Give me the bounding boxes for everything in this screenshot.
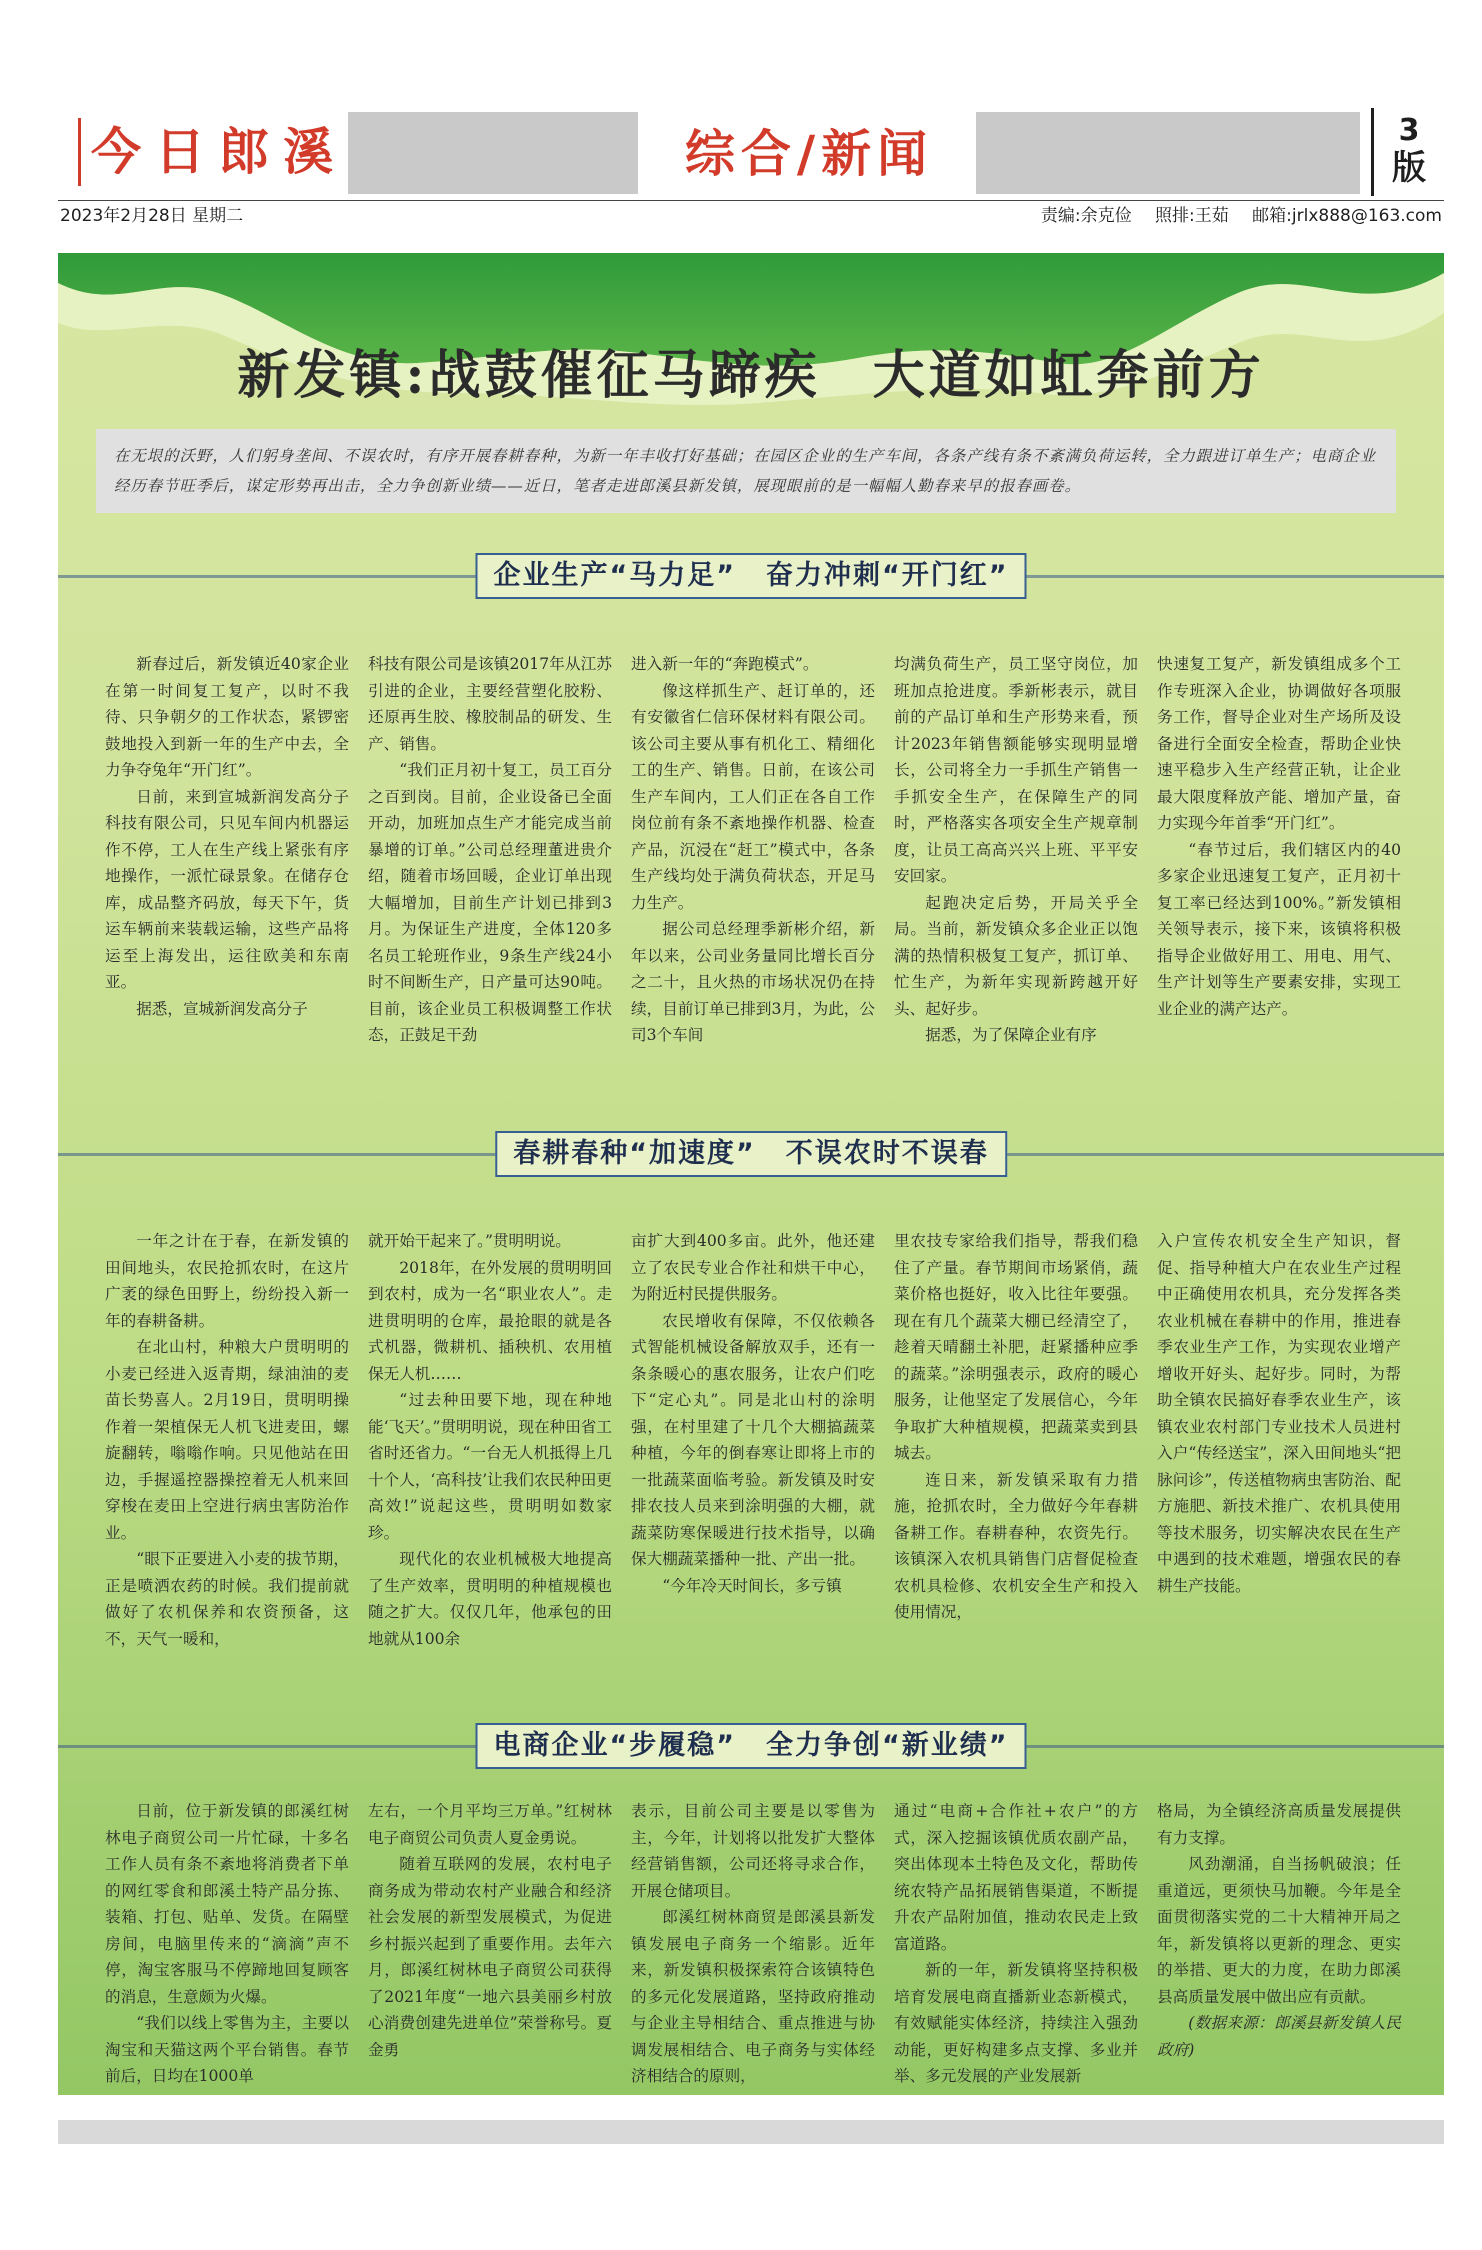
paragraph: 日前，来到宣城新润发高分子科技有限公司，只见车间内机器运作不停，工人在生产线上紧张有序地操作，一派忙碌景象。在储存仓库，成品整齐码放，每天下午，货运车辆前来装载运输，这些产品将运至上海发出，运往欧美和东南亚。 [105,787,349,991]
masthead-grey-block-right [976,112,1360,194]
footer-grey-bar [58,2120,1444,2144]
paragraph: 据公司总经理季新彬介绍，新年以来，公司业务量同比增长百分之二十，且火热的市场状况仍在持续，目前订单已排到3月，为此，公司3个车间 [631,920,875,1044]
text-column [631,651,875,1049]
section-heading-farming [58,1131,1444,1177]
text-column [105,651,349,1022]
data-source-note: (数据来源：郎溪县新发镇人民政府) [1157,2014,1401,2059]
paragraph: 随着互联网的发展，农村电子商务成为带动农村产业融合和经济社会发展的新型发展模式，为促进乡村振兴起到了重要作用。去年六月，郎溪红树林电子商贸公司获得了2021年度“一地六县美丽乡村放心消费创建先进单位”荣誉称号。夏金勇 [368,1855,612,2059]
paragraph: 就开始干起来了。”贯明明说。 [368,1232,571,1250]
paragraph: 新的一年，新发镇将坚持积极培育发展电商直播新业态新模式，有效赋能实体经济，持续注入强劲动能，更好构建多点支撑、多业并举、多元发展的产业发展新 [894,1961,1138,2085]
text-column [368,651,612,1049]
paragraph: 据悉，为了保障企业有序 [925,1026,1097,1044]
dateline [58,200,1444,229]
text-column [631,1228,875,1599]
paragraph: “眼下正要进入小麦的拔节期，正是喷洒农药的时候。我们提前就做好了农机保养和农资预备，这不，天气一暖和， [105,1550,349,1648]
article-lead: 在无垠的沃野，人们躬身垄间、不误农时，有序开展春耕春种，为新一年丰收打好基础；在园区企业的生产车间，各条产线有条不紊满负荷运转，全力跟进订单生产；电商企业经历春节旺季后，谋定形势再出击，全力争创新业绩——近日，笔者走进郎溪县新发镇，展现眼前的是一幅幅人勤春来早的报春画卷。 [96,429,1396,513]
paragraph: 2018年，在外发展的贯明明回到农村，成为一名“职业农人”。走进贯明明的仓库，最抢眼的就是各式机器，微耕机、插秧机、农用植保无人机…… [368,1258,612,1383]
paragraph: 风劲潮涌，自当扬帆破浪；任重道远，更须快马加鞭。今年是全面贯彻落实党的二十大精神开局之年，新发镇将以更新的理念、更实的举措、更大的力度，在助力郎溪县高质量发展中做出应有贡献。 [1157,1855,1401,2006]
text-column [894,1228,1138,1626]
paragraph: “我们正月初十复工，员工百分之百到岗。目前，企业设备已全面开动，加班加点生产才能完成当前暴增的订单。”公司总经理董进贵介绍，随着市场回暖，企业订单出现大幅增加，目前生产计划已排到3月。为保证生产进度，全体120多名员工轮班作业，9条生产线24小时不间断生产，日产量可达90吨。目前，该企业员工积极调整工作状态，正鼓足干劲 [368,761,612,1044]
text-column [894,1798,1138,2090]
page-suffix: 版 [1392,148,1426,188]
paragraph: 在北山村，种粮大户贯明明的小麦已经进入返青期，绿油油的麦苗长势喜人。2月19日，贯明明操作着一架植保无人机飞进麦田，螺旋翻转，嗡嗡作响。只见他站在田边，手握遥控器操控着无人机来回穿梭在麦田上空进行病虫害防治作业。 [105,1338,349,1542]
text-column [105,1798,349,2090]
section-heading-production [58,553,1444,599]
section-heading-label [476,1723,1027,1769]
paragraph: 新春过后，新发镇近40家企业在第一时间复工复产，以时不我待、只争朝夕的工作状态，紧锣密鼓地投入到新一年的生产中去，全力争夺兔年“开门红”。 [105,655,349,779]
paragraph: 连日来，新发镇采取有力措施，抢抓农时，全力做好今年春耕备耕工作。春耕春种，农资先行。该镇深入农机具销售门店督促检查农机具检修、农机安全生产和投入使用情况， [894,1470,1138,1621]
text-column [105,1228,349,1652]
paragraph: 均满负荷生产，员工坚守岗位，加班加点抢进度。季新彬表示，就目前的产品订单和生产形势来看，预计2023年销售额能够实现明显增长，公司将全力一手抓生产销售一手抓安全生产，在保障生产的同时，严格落实各项安全生产规章制度，让员工高高兴兴上班、平平安安回家。 [894,655,1138,885]
paragraph: “我们以线上零售为主，主要以淘宝和天猫这两个平台销售。春节前后，日均在1000单 [105,2014,349,2085]
text-column [1157,1228,1401,1599]
page-number-box [1371,108,1444,196]
section-body-production [105,651,1401,1044]
layout-credit: 照排:王茹 [1155,206,1229,226]
article-headline [58,341,1444,411]
paragraph: 里农技专家给我们指导，帮我们稳住了产量。春节期间市场紧俏，蔬菜价格也挺好，收入比往年要强。现在有几个蔬菜大棚已经清空了，趁着天晴翻土补肥，赶紧播种应季的蔬菜。”涂明强表示，政府的暖心服务，让他坚定了发展信心，今年争取扩大种植规模，把蔬菜卖到县城去。 [894,1232,1138,1462]
paragraph: 表示，目前公司主要是以零售为主，今年，计划将以批发扩大整体经营销售额，公司还将寻求合作，开展仓储项目。 [631,1802,875,1900]
paragraph: 现代化的农业机械极大地提高了生产效率，贯明明的种植规模也随之扩大。仅仅几年，他承包的田地就从100余 [368,1550,612,1648]
masthead-grey-block-left [348,112,638,194]
paragraph: 通过“电商+合作社+农户”的方式，深入挖掘该镇优质农副产品，突出体现本土特色及文化，帮助传统农特产品拓展销售渠道，不断提升农产品附加值，推动农民走上致富道路。 [894,1802,1138,1953]
heading-part-b: 不误农时不误春 [785,1138,989,1169]
text-column [1157,651,1401,1022]
headline-part-1: 新发镇:战鼓催征马蹄疾 [237,345,821,406]
paragraph: 进入新一年的“奔跑模式”。 [631,655,819,673]
paragraph: 郎溪红树林商贸是郎溪县新发镇发展电子商务一个缩影。近年来，新发镇积极探索符合该镇特色的多元化发展道路，坚持政府推动与企业主导相结合、重点推进与协调发展相结合、电子商务与实体经济相结合的原则， [631,1908,875,2085]
paragraph: 快速复工复产，新发镇组成多个工作专班深入企业，协调做好各项服务工作，督导企业对生产场所及设备进行全面安全检查，帮助企业快速平稳步入生产经营正轨，让企业最大限度释放产能、增加产量，奋力实现今年首季“开门红”。 [1157,655,1401,832]
text-column [894,651,1138,1049]
section-title: 综合/新闻 [684,124,934,183]
page-number: 3 [1398,113,1420,148]
paragraph: 入户宣传农机安全生产知识，督促、指导种植大户在农业生产过程中正确使用农机具，充分发挥各类农业机械在春耕中的作用，推进春季农业生产工作，为实现农业增产增收开好头、起好步。同时，为帮助全镇农民搞好春季农业生产，该镇农业农村部门专业技术人员进村入户“传经送宝”，深入田间地头“把脉问诊”，传送植物病虫害防治、配方施肥、新技术推广、农机具使用等技术服务，切实解决农民在生产中遇到的技术难题，增强农民的春耕生产技能。 [1157,1232,1401,1595]
section-heading-label [476,553,1027,599]
paragraph: “过去种田要下地，现在种地能‘飞天’。”贯明明说，现在种田省工省时还省力。“一台无人机抵得上几十个人，‘高科技’让我们农民种田更高效!”说起这些，贯明明如数家珍。 [368,1391,612,1542]
issue-date: 2023年2月28日 星期二 [60,206,244,226]
text-column [368,1798,612,2063]
masthead [58,108,1444,194]
text-column [1157,1798,1401,2063]
paragraph: 据悉，宣城新润发高分子 [136,999,308,1018]
heading-part-a: 电商企业“步履稳” [493,1730,736,1761]
paragraph: 科技有限公司是该镇2017年从江苏引进的企业，主要经营塑化胶粉、还原再生胶、橡胶制品的研发、生产、销售。 [368,655,612,753]
section-heading-ecommerce [58,1723,1444,1769]
article-panel [58,253,1444,2095]
heading-part-b: 全力争创“新业绩” [766,1730,1009,1761]
paragraph: 亩扩大到400多亩。此外，他还建立了农民专业合作社和烘干中心，为附近村民提供服务。 [631,1232,875,1303]
paper-name: 今日郎溪 [78,118,347,186]
paragraph: 一年之计在于春，在新发镇的田间地头，农民抢抓农时，在这片广袤的绿色田野上，纷纷投入新一年的春耕备耕。 [105,1232,349,1330]
heading-part-a: 企业生产“马力足” [493,560,736,591]
paragraph: 起跑决定后势，开局关乎全局。当前，新发镇众多企业正以饱满的热情积极复工复产，抓订单、忙生产，为新年实现新跨越开好头、起好步。 [894,893,1138,1018]
credits [1023,203,1442,229]
heading-part-b: 奋力冲刺“开门红” [766,560,1009,591]
text-column [368,1228,612,1652]
heading-part-a: 春耕春种“加速度” [513,1138,756,1169]
paragraph: 左右，一个月平均三万单。”红树林电子商贸公司负责人夏金勇说。 [368,1802,612,1847]
paragraph: “春节过后，我们辖区内的40多家企业迅速复工复产，正月初十复工率已经达到100%。”新发镇相关领导表示，接下来，该镇将积极指导企业做好用工、用电、用气、生产计划等生产要素安排，实现工业企业的满产达产。 [1157,840,1401,1018]
paragraph: 农民增收有保障，不仅依赖各式智能机械设备解放双手，还有一条条暖心的惠农服务，让农户们吃下“定心丸”。同是北山村的涂明强，在村里建了十几个大棚搞蔬菜种植，今年的倒春寒让即将上市的一批蔬菜面临考验。新发镇及时安排农技人员来到涂明强的大棚，就蔬菜防寒保暖进行技术指导，以确保大棚蔬菜播种一批、产出一批。 [631,1311,875,1568]
paragraph: 格局，为全镇经济高质量发展提供有力支撑。 [1157,1802,1401,1847]
paragraph: 日前，位于新发镇的郎溪红树林电子商贸公司一片忙碌，十多名工作人员有条不紊地将消费者下单的网红零食和郎溪土特产品分拣、装箱、打包、贴单、发货。在隔壁房间，电脑里传来的“滴滴”声不停，淘宝客服马不停蹄地回复顾客的消息，生意颇为火爆。 [105,1802,349,2006]
text-column [631,1798,875,2090]
paragraph: 像这样抓生产、赶订单的，还有安徽省仁信环保材料有限公司。该公司主要从事有机化工、精细化工的生产、销售。日前，在该公司生产车间内，工人们正在各自工作岗位前有条不紊地操作机器、检查产品，沉浸在“赶工”模式中，各条生产线均处于满负荷状态，开足马力生产。 [631,681,875,912]
headline-part-2: 大道如虹奔前方 [872,345,1265,406]
section-heading-label [495,1131,1007,1177]
email-credit[interactable]: 邮箱:jrlx888@163.com [1252,206,1442,226]
section-body-ecommerce [105,1798,1401,2158]
section-body-farming [105,1228,1401,1648]
paragraph: “今年冷天时间长，多亏镇 [662,1576,842,1595]
editor-credit: 责编:余克俭 [1040,206,1132,226]
